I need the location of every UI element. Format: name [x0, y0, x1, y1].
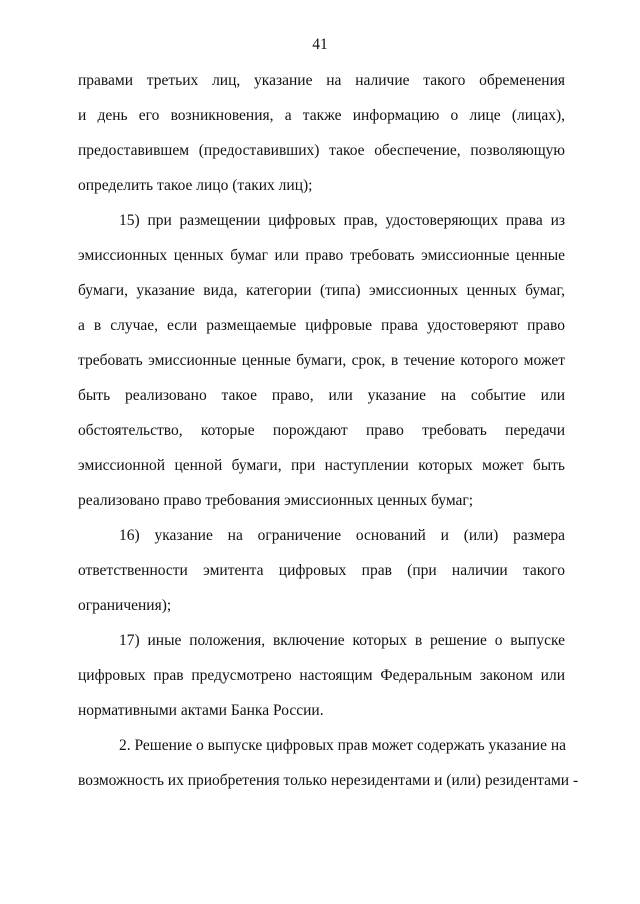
list-item-17-first-line: 17) иные положения, включение которых в решение о выпуске [119, 632, 565, 649]
text-line: обстоятельство, которые порождают право требовать передачи [78, 422, 565, 439]
text-line: эмиссионной ценной бумаги, при наступлении которых может быть [78, 457, 565, 474]
text-line: реализовано право требования эмиссионных ценных бумаг; [78, 492, 474, 509]
text-line: требовать эмиссионные ценные бумаги, срок, в течение которого может [78, 352, 565, 369]
text-line: ответственности эмитента цифровых прав (при наличии такого [78, 562, 565, 579]
text-line: правами третьих лиц, указание на наличие такого обременения [78, 72, 565, 89]
text-line: и день его возникновения, а также информацию о лице (лицах), [78, 107, 565, 124]
clause-2-first-line: 2. Решение о выпуске цифровых прав может содержать указание на [119, 737, 567, 754]
text-line: быть реализовано такое право, или указание на событие или [78, 387, 565, 404]
list-item-16-first-line: 16) указание на ограничение оснований и (или) размера [119, 527, 565, 544]
text-line: предоставившем (предоставивших) такое обеспечение, позволяющую [78, 142, 565, 159]
text-line: определить такое лицо (таких лиц); [78, 177, 313, 194]
text-line: ограничения); [78, 597, 172, 614]
text-line: цифровых прав предусмотрено настоящим Федеральным законом или [78, 667, 565, 684]
text-line: а в случае, если размещаемые цифровые права удостоверяют право [78, 317, 565, 334]
text-line: эмиссионных ценных бумаг или право требовать эмиссионные ценные [78, 247, 565, 264]
text-line: возможность их приобретения только нерезидентами и (или) резидентами - [78, 772, 579, 789]
list-item-15-first-line: 15) при размещении цифровых прав, удостоверяющих права из [119, 212, 565, 229]
page-number: 41 [312, 36, 328, 53]
text-line: нормативными актами Банка России. [78, 702, 324, 719]
text-line: бумаги, указание вида, категории (типа) эмиссионных ценных бумаг, [78, 282, 565, 299]
